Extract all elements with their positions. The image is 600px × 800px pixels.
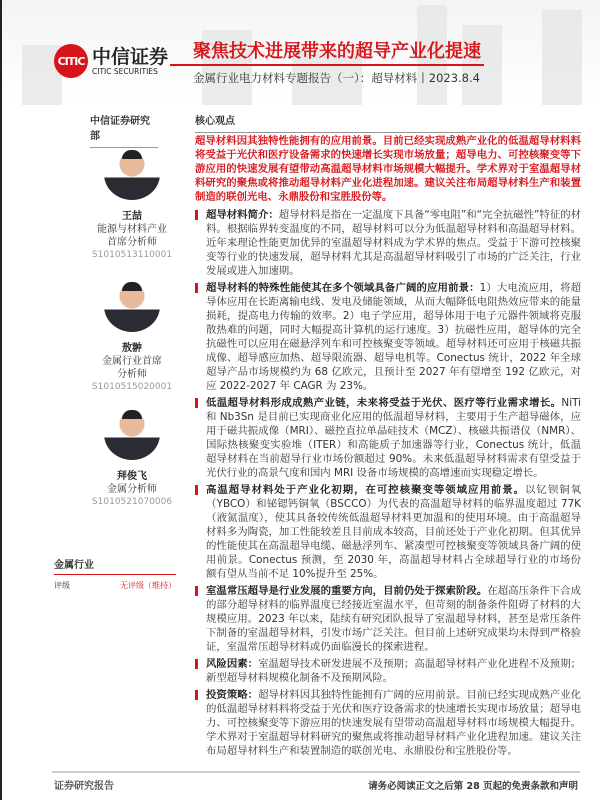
industry-title: 金属行业 xyxy=(54,556,176,575)
analyst-role: 金属行业首席 xyxy=(102,356,162,367)
bullet-text: 在超高压条件下合成的部分超导材料的临界温度已经接近室温水平，但苛刻的制备条件阻碍了材料的大规模应用。2023 年以来，陆续有研究团队报导了室温超导材料，甚至是常压条件下制备的室温超导材料，引发市场广泛关注。但目前上述研究成果均未得到严格验证，室温常压超导材料或仍面临漫长的探索进程。 xyxy=(206,585,582,653)
bullet-text: 室温超导技术研发进展不及预期；高温超导材料产业化进程不及预期；新型超导材料规模化制备不及预期风险。 xyxy=(206,658,582,684)
bullet-text: 超导材料是指在一定温度下具备“零电阻”和“完全抗磁性”特征的材料。根据临界转变温度的不同，超导材料可以分为低温超导材料和高温超导材料。近年来理论性能更加优异的室温超导材料成为学术界的焦点。受益于下游可控核聚变等行业的快速发展，超导材料尤其是高温超导材料吸引了市场的广泛关注，行业发展或进入加速期。 xyxy=(206,209,582,277)
analyst-license-id: S1010513110001 xyxy=(91,250,173,260)
logo-english-name: CITIC SECURITIES xyxy=(92,66,158,76)
footer-divider xyxy=(192,771,580,773)
analyst-license-id: S1010521070006 xyxy=(91,497,173,507)
rating-value: 无评级（维持） xyxy=(120,581,176,590)
analyst-role: 金属分析师 xyxy=(107,484,157,495)
citic-logo xyxy=(54,44,168,78)
analyst-role: 首席分析师 xyxy=(107,237,157,248)
bullet-lead: 低温超导材料形成成熟产业链，未来将受益于光伏、医疗等行业需求增长。 xyxy=(206,397,562,409)
analyst-card xyxy=(57,282,207,394)
report-subtitle: 金属行业电力材料专题报告（一）：超导材料丨2023.8.4 xyxy=(193,71,480,85)
analyst-name: 拜俊飞 xyxy=(117,471,147,482)
analyst-name: 敖翀 xyxy=(122,343,142,354)
analyst-card xyxy=(57,410,207,509)
bullet-intro xyxy=(195,208,581,278)
core-views-body xyxy=(195,134,581,761)
bullet-text: 超导材料因其独特性能拥有广阔的应用前景。目前已经实现成熟产业化的低温超导材料料将受益于光伏和医疗设备需求的快速增长实现市场放量；超导电力、可控核聚变等下游应用的快速发展有望带动高温超导材料市场规模大幅提升。学术界对于室温超导材料研究的聚焦或将推动超导材料产业化进程加速。建议关注布局超导材料生产和装置制造的联创光电、永鼎股份和宝胜股份等。 xyxy=(206,689,582,757)
citic-logo-icon: CITIC xyxy=(54,44,88,78)
bullet-lead: 超导材料简介： xyxy=(206,209,279,221)
bullet-lead: 投资策略： xyxy=(206,689,259,701)
bullet-risks xyxy=(195,657,581,685)
bullet-lead: 室温常压超导是行业发展的重要方向，目前仍处于探索阶段。 xyxy=(206,585,488,597)
research-dept-heading: 中信证券研究部 xyxy=(90,112,158,148)
analyst-name: 王喆 xyxy=(122,211,142,222)
report-title: 聚焦技术进展带来的超导产业化提速 xyxy=(193,41,481,62)
bullet-applications xyxy=(195,281,581,393)
bullet-text: 以钇钡铜氧（YBCO）和铋锶钙铜氧（BSCCO）为代表的高温超导材料的临界温度超过 77K（液氮温度），使其具备较传统低温超导材料更加温和的使用环境。由于高温超导材料多为陶瓷，加工性能较差且目前成本较高，目前还处于产业化初期。但其优异的性能使其在高温超导电缆、磁悬浮列车、紧凑型可控核聚变等领域具备广阔的使用前景。Conectus 预测，至 2030 年，高温超导材料占全球超导行业的市场份额有望从当前不足 10%提升至 25%。 xyxy=(206,484,581,580)
bullet-lead: 高温超导材料处于产业化初期，在可控核聚变等领域应用前景。 xyxy=(206,484,526,496)
analyst-photo xyxy=(104,282,160,332)
analyst-license-id: S1010515020001 xyxy=(91,382,173,392)
bullet-room-temp xyxy=(195,584,581,654)
footer-disclaimer: 请务必阅读正文之后第 28 页起的免责条款和声明 xyxy=(368,781,578,792)
footer-report-type: 证券研究报告 xyxy=(54,781,114,792)
bullet-text: 1）大电流应用，将超导体应用在长距离输电线、发电及储能领域，从而大幅降低电阻热效应带来的能量损耗，提高电力传输的效率。2）电子学应用，超导体用于电子元器件领域将克服散热难的问题，同时大幅提高计算机的运行速度。3）抗磁性应用，超导体的完全抗磁性可以应用在磁悬浮列车和可控核聚变等领域。超导材料还可应用于核磁共振成像、超导感应加热、超导限流器、超导电机等。Conectus 统计，2022 年全球超导产品市场规模约为 68 亿欧元，且预计至 2027 年有望增至 192 亿欧元，对应 2022-2027 年 CAGR 为 23%。 xyxy=(206,282,581,392)
rating-label: 评级 xyxy=(54,581,70,590)
bullet-lead: 风险因素： xyxy=(206,658,259,670)
bullet-high-temp xyxy=(195,483,581,581)
bullet-lead: 超导材料的特殊性能使其在多个领域具备广阔的应用前景： xyxy=(206,282,480,294)
analyst-photo xyxy=(104,150,160,200)
industry-rating-box xyxy=(54,556,176,591)
analyst-photo xyxy=(104,410,160,460)
bullet-strategy xyxy=(195,688,581,758)
analyst-role: 分析师 xyxy=(117,369,147,380)
footer-divider xyxy=(52,771,192,773)
logo-chinese-name: 中信证券 xyxy=(92,45,169,68)
analyst-card xyxy=(57,150,207,262)
core-views-heading: 核心观点 xyxy=(195,112,581,133)
bullet-text: NiTi 和 Nb3Sn 是目前已实现商业化应用的低温超导材料，主要用于生产超导磁体，应用于磁共振成像（MRI）、磁控直拉单晶硅技术（MCZ）、核磁共振谱仪（NMR）、国际热核聚变实验堆（ITER）和高能质子加速器等行业，Conectus 统计，低温超导材料在当前超导行业市场份额超过 90%。未来低温超导材料需求有望受益于光伏行业的高景气度和国内 MRI 设备市场规模的高增速而实现稳定增长。 xyxy=(206,397,581,479)
analyst-role: 能源与材料产业 xyxy=(97,224,167,235)
summary-paragraph: 超导材料因其独特性能拥有的应用前景。目前已经实现成熟产业化的低温超导材料料将受益于光伏和医疗设备需求的快速增长实现市场放量；超导电力、可控核聚变等下游应用的快速发展有望带动高温超导材料市场规模大幅提升。学术界对于室温超导材料研究的聚焦或将推动超导材料产业化进程加速。建议关注布局超导材料生产和装置制造的联创光电、永鼎股份和宝胜股份等。 xyxy=(195,135,581,203)
title-divider xyxy=(170,64,484,66)
bullet-low-temp xyxy=(195,396,581,480)
